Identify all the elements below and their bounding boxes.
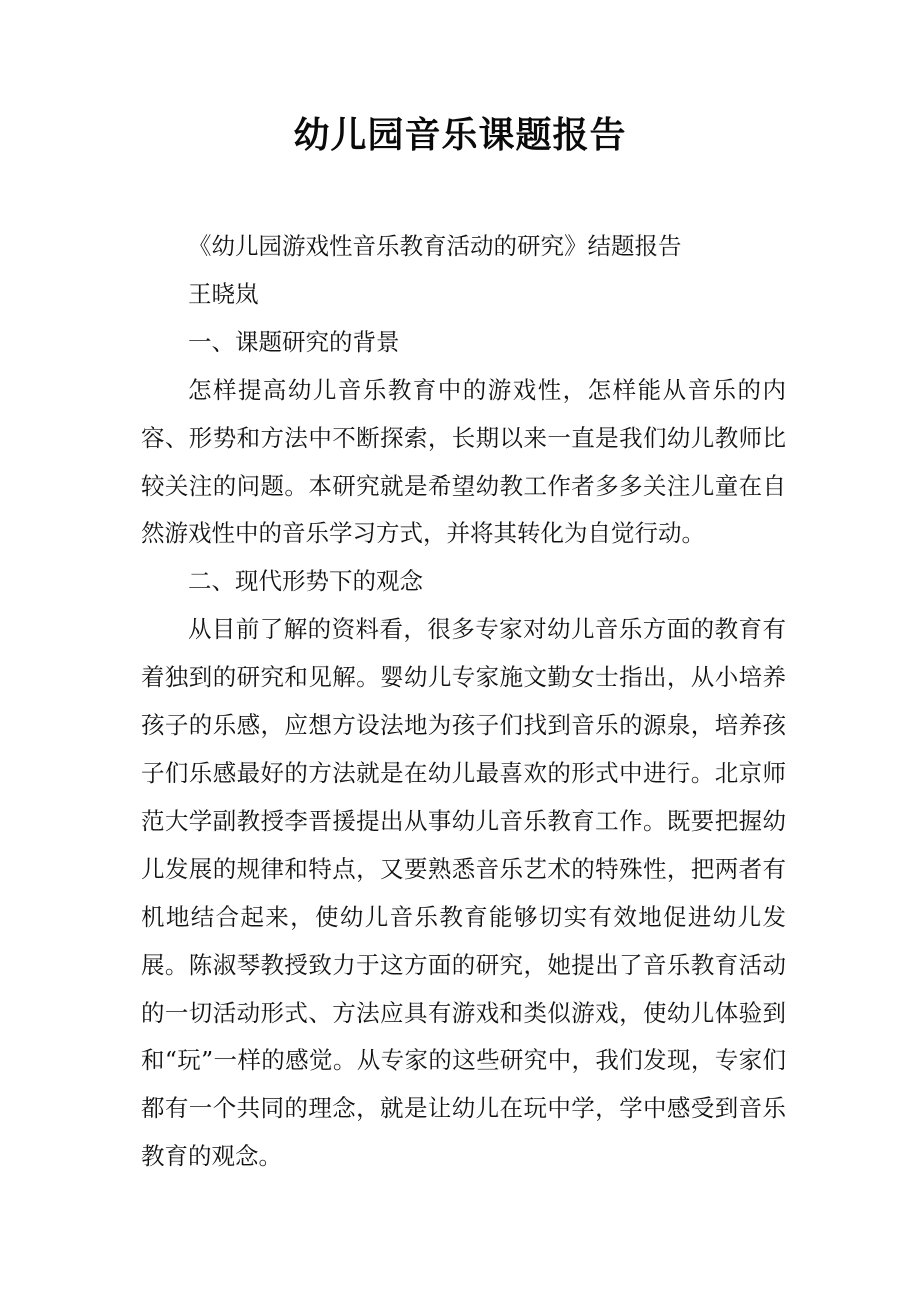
document-title: 幼儿园音乐课题报告	[293, 115, 627, 156]
report-subtitle: 《幼儿园游戏性音乐教育活动的研究》结题报告	[188, 232, 682, 260]
paragraph-background: 怎样提高幼儿音乐教育中的游戏性，怎样能从音乐的内容、形势和方法中不断探索，长期以来一直是我们幼儿教师比较关注的问题。本研究就是希望幼教工作者多多关注儿童在自然游戏性中的音乐学习方式，并将其转化为自觉行动。	[141, 375, 786, 548]
section-heading-concepts: 二、现代形势下的观念	[188, 567, 423, 596]
paragraph-concepts: 从目前了解的资料看，很多专家对幼儿音乐方面的教育有着独到的研究和见解。婴幼儿专家施文勤女士指出，从小培养孩子的乐感，应想方设法地为孩子们找到音乐的源泉，培养孩子们乐感最好的方法就是在幼儿最喜欢的形式中进行。北京师范大学副教授李晋援提出从事幼儿音乐教育工作。既要把握幼儿发展的规律和特点，又要熟悉音乐艺术的特殊性，把两者有机地结合起来，使幼儿音乐教育能够切实有效地促进幼儿发展。陈淑琴教授致力于这方面的研究，她提出了音乐教育活动的一切活动形式、方法应具有游戏和类似游戏，使幼儿体验到和“玩”一样的感觉。从专家的这些研究中，我们发现，专家们都有一个共同的理念，就是让幼儿在玩中学，学中感受到音乐教育的观念。	[141, 615, 786, 1171]
document-body	[141, 223, 786, 1181]
author-name: 王晓岚	[188, 279, 259, 308]
section-heading-background: 一、课题研究的背景	[188, 327, 400, 356]
